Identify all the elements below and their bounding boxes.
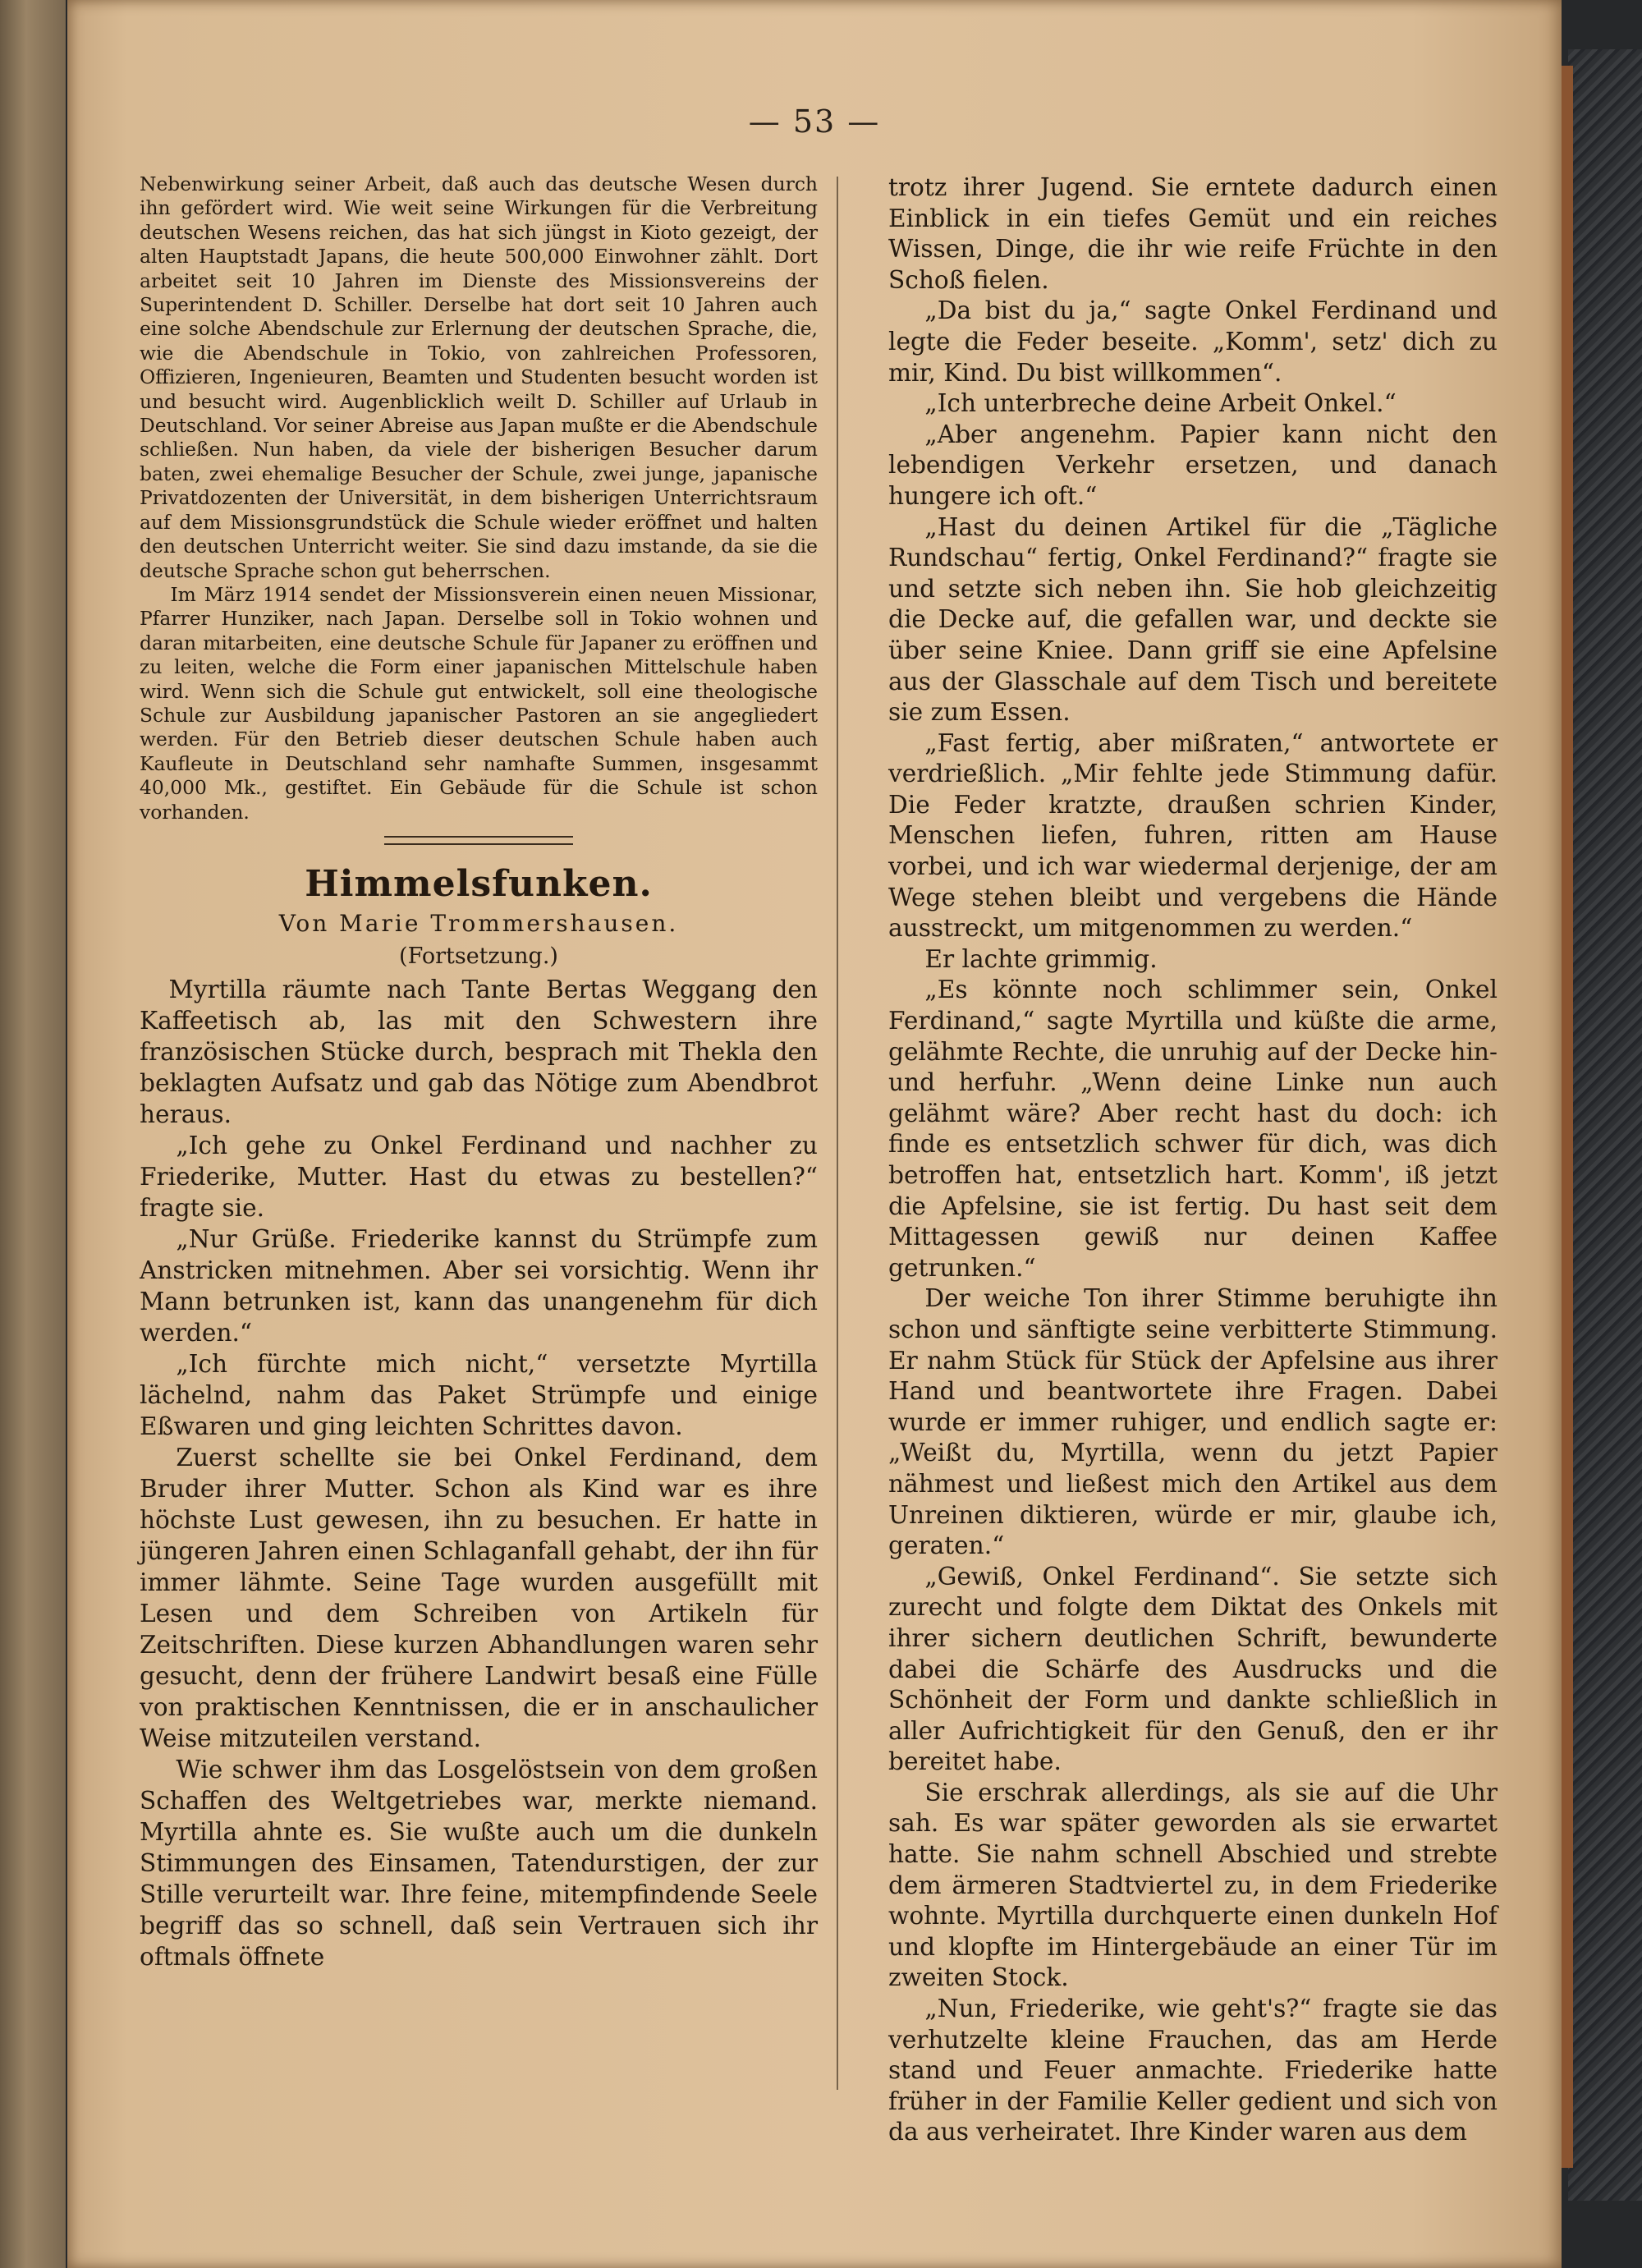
story-paragraph: „Nur Grüße. Friederike kannst du Strümpfe zum Anstricken mitnehmen. Aber sei vorsichtig. Wenn ihr Mann betrunken ist, kann das unangenehm für dich werden.“ [140,1224,818,1347]
story-paragraph: Der weiche Ton ihrer Stimme beruhigte ihn schon und sänftigte seine verbitterte Stimmung. Er nahm Stück für Stück der Apfelsine aus ihrer Hand und beantwortete ihre Fragen. Dabei wurde er immer ruhiger, und endlich sagte er: „Weißt du, Myrtilla, wenn du jetzt Papier nähmest und ließest mich den Artikel aus dem Unreinen diktieren, würde er mir, glaube ich, geraten.“ [888,1284,1498,1560]
story-byline: Von Marie Trommershausen. [278,909,679,937]
story-paragraph: „Aber angenehm. Papier kann nicht den lebendigen Verkehr ersetzen, und danach hungere ich oft.“ [888,420,1498,510]
story-paragraph: „Hast du deinen Artikel für die „Tägliche Rundschau“ fertig, Onkel Ferdinand?“ fragte sie und setzte sich neben ihn. Sie hob gleichzeitig die Decke auf, die gefallen war, und deckte sie über seine Kniee. Dann griff sie eine Apfelsine aus der Glasschale auf dem Tisch und bereitete sie zum Essen. [888,512,1498,727]
news-paragraph: Im März 1914 sendet der Missionsverein einen neuen Missionar, Pfarrer Hunziker, nach Japan. Derselbe soll in Tokio wohnen und daran mitarbeiten, eine deutsche Schule für Japaner zu eröffnen und zu leiten, welche die Form einer japanischen Mittelschule haben wird. Wenn sich die Schule gut entwickelt, soll eine theologische Schule zur Ausbildung japanischer Pastoren an sie angegliedert werden. Für den Betrieb dieser deutschen Schule haben auch Kaufleute in Deutschland sehr namhafte Summen, insgesammt 40,000 Mk., gestiftet. Ein Gebäude für die Schule ist schon vorhanden. [140,582,818,824]
story-paragraph: trotz ihrer Jugend. Sie erntete dadurch einen Einblick in ein tiefes Gemüt und ein reiches Wissen, Dinge, die ihr wie reife Früchte in den Schoß fielen. [888,173,1498,294]
story-paragraph: Myrtilla räumte nach Tante Bertas Weggang den Kaffeetisch ab, las mit den Schwestern ihre französischen Stücke durch, besprach mit Thekla den beklagten Aufsatz und gab das Nötige zum Abendbrot heraus. [140,975,818,1128]
story-paragraph: „Gewiß, Onkel Ferdinand“. Sie setzte sich zurecht und folgte dem Diktat des Onkels mit ihrer sichern deutlichen Schrift, bewunderte dabei die Schärfe des Ausdrucks und die Schönheit der Form und dankte schließlich in aller Aufrichtigkeit für den Genuß, den er ihr bereitet habe. [888,1562,1498,1776]
story-paragraph: „Da bist du ja,“ sagte Onkel Ferdinand und legte die Feder beseite. „Komm', setz' dich zu mir, Kind. Du bist willkommen“. [888,296,1498,387]
section-divider [384,836,573,845]
column-divider [837,177,838,2090]
story-paragraph: Wie schwer ihm das Losgelöstsein von dem großen Schaffen des Weltgetriebes war, merkte niemand. Myrtilla ahnte es. Sie wußte auch um die dunkeln Stimmungen des Einsamen, Tatendurstigen, der zur Stille verurteilt war. Ihre feine, mitempfindende Seele begriff das so schnell, daß sein Vertrauen sich ihr oftmals öffnete [140,1755,818,1971]
book-cover-edge [1568,49,1642,2201]
story-paragraph: „Nun, Friederike, wie geht's?“ fragte sie das verhutzelte kleine Frauchen, das am Herde stand und Feuer anmachte. Friederike hatte früher in der Familie Keller gedient und sich von da aus verheiratet. Ihre Kinder waren aus dem [888,1995,1498,2146]
book-cover-binding [1562,66,1573,2168]
story-paragraph: „Es könnte noch schlimmer sein, Onkel Ferdinand,“ sagte Myrtilla und küßte die arme, gelähmte Rechte, die unruhig auf der Decke hin- und herfuhr. „Wenn deine Linke nun auch gelähmt wäre? Aber recht hast du doch: ich finde es entsetzlich schwer für dich, was dich betroffen hat, entsetzlich hart. Komm', iß jetzt die Apfelsine, sie ist fertig. Du hast seit dem Mittagessen gewiß nur deinen Kaffee getrunken.“ [888,976,1498,1282]
story-paragraph: Zuerst schellte sie bei Onkel Ferdinand, dem Bruder ihrer Mutter. Schon als Kind war es ihre höchste Lust gewesen, ihn zu besuchen. Er hatte in jüngeren Jahren einen Schlaganfall gehabt, der ihn für immer lähmte. Seine Tage wurden ausgefüllt mit Lesen und dem Schreiben von Artikeln für Zeitschriften. Diese kurzen Abhandlungen waren sehr gesucht, denn der frühere Landwirt besaß eine Fülle von praktischen Kenntnissen, die er in anschaulicher Weise mitzuteilen verstand. [140,1443,818,1752]
previous-page-edge [0,0,66,2268]
story-paragraph: „Ich fürchte mich nicht,“ versetzte Myrtilla lächelnd, nahm das Paket Strümpfe und einige Eßwaren und ging leichten Schrittes davon. [140,1349,818,1440]
story-paragraph: „Ich unterbreche deine Arbeit Onkel.“ [924,389,1397,418]
story-text [140,974,818,1972]
story-title: Himmelsfunken. [305,862,653,905]
story-paragraph: Sie erschrak allerdings, als sie auf die Uhr sah. Es war später geworden als sie erwartet hatte. Sie nahm schnell Abschied und strebte dem ärmeren Stadtviertel zu, in dem Friederike wohnte. Myrtilla durchquerte einen dunkeln Hof und klopfte im Hintergebäude an einer Tür im zweiten Stock. [888,1778,1498,1992]
story-paragraph: „Ich gehe zu Onkel Ferdinand und nachher zu Friederike, Mutter. Hast du etwas zu bestellen?“ fragte sie. [140,1131,818,1222]
story-paragraph: Er lachte grimmig. [924,944,1158,973]
page-number: — 53 — [748,103,881,140]
story-paragraph: „Fast fertig, aber mißraten,“ antwortete er verdrießlich. „Mir fehlte jede Stimmung dafür. Die Feder kratzte, draußen schrien Kinder, Menschen liefen, fuhren, ritten am Hause vorbei, und ich war wiedermal derjenige, der am Wege stehen bleibt und vergebens die Hände ausstreckt, um mitgenommen zu werden.“ [888,728,1498,943]
book-page [67,0,1562,2268]
right-column [888,172,1498,2148]
news-article [140,172,818,824]
news-paragraph: Nebenwirkung seiner Arbeit, daß auch das deutsche Wesen durch ihn gefördert wird. Wie weit seine Wirkungen für die Verbreitung deutschen Wesens reichen, das hat sich jüngst in Kioto gezeigt, der alten Hauptstadt Japans, die heute 500,000 Einwohner zählt. Dort arbeitet seit 10 Jahren im Dienste des Missionsvereins der Superintendent D. Schiller. Derselbe hat dort seit 10 Jahren auch eine solche Abendschule zur Erlernung der deutschen Sprache, die, wie die Abendschule in Tokio, von zahlreichen Professoren, Offizieren, Ingenieuren, Beamten und Studenten besucht worden ist und besucht wird. Augenblicklich weilt D. Schiller auf Urlaub in Deutschland. Vor seiner Abreise aus Japan mußte er die Abendschule schließen. Nun haben, da viele der bisherigen Besucher darum baten, zwei ehemalige Besucher der Schule, zwei junge, japanische Privatdozenten der Universität, in dem bisherigen Unterrichtsraum auf dem Missionsgrundstück die Schule wieder eröffnet und halten den deutschen Unterricht weiter. Sie sind dazu imstande, da sie die deutsche Sprache schon gut beherrschen. [140,172,818,582]
story-continuation: (Fortsetzung.) [399,943,558,969]
left-column [140,172,818,1972]
